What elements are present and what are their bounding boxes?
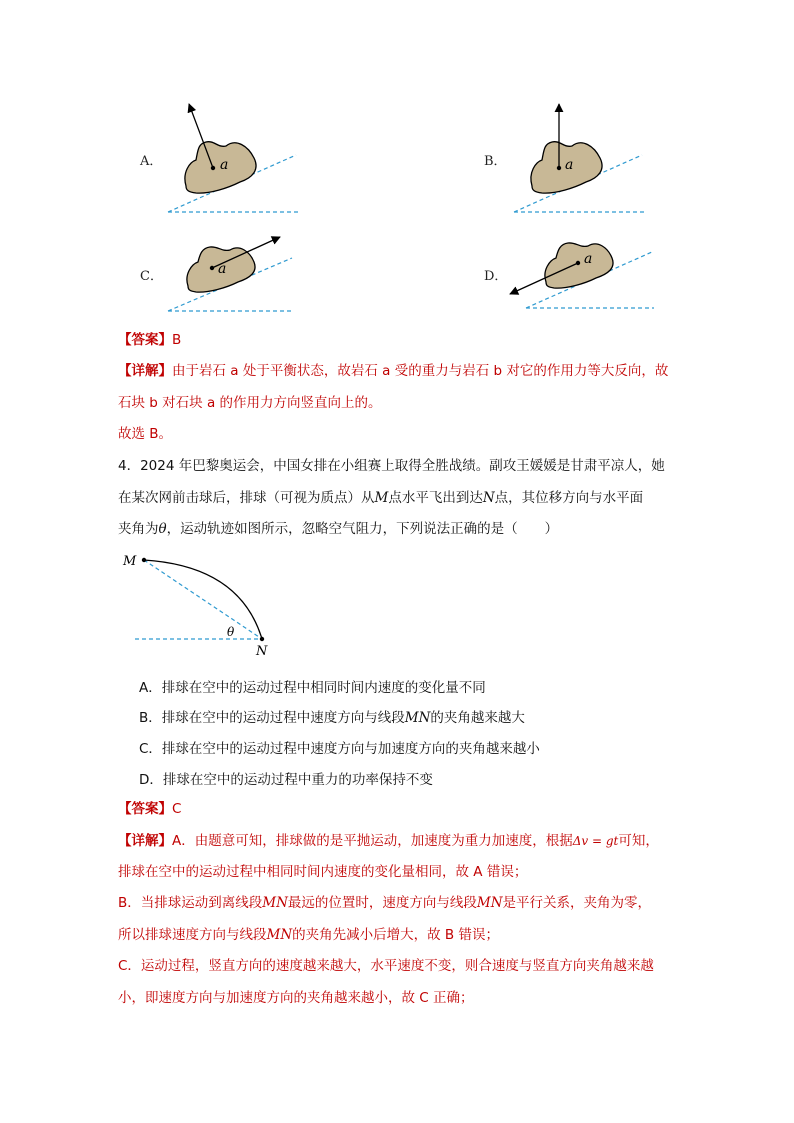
q3-detail-line-2: 石块 b 对石块 a 的作用力方向竖直向上的。 <box>118 395 382 411</box>
q4-detail-b-line-2: 所以排球速度方向与线段MN的夹角先减小后增大，故 B 错误； <box>118 927 499 943</box>
q3-answer <box>118 330 181 350</box>
q4-choice-d: D．排球在空中的运动过程中重力的功率保持不变 <box>139 772 433 788</box>
rock-figures <box>0 0 794 330</box>
rock-shape <box>545 243 613 288</box>
option-a-label: A． <box>140 154 163 169</box>
figure-option-d <box>510 243 654 308</box>
option-c-label: C． <box>140 269 163 284</box>
q3-detail-line-1: 【详解】由于岩石 a 处于平衡状态，故岩石 a 受的重力与岩石 b 对它的作用力等大反向，故 <box>118 363 669 379</box>
q4-stem-line-2: 在某次网前击球后，排球（可视为质点）从M点水平飞出到达N点，其位移方向与水平面 <box>118 490 644 506</box>
answer-value: C <box>172 801 182 817</box>
detail-tag: 【详解】 <box>118 363 172 379</box>
point-a-label: a <box>220 157 229 173</box>
formula: Δv = gt <box>572 834 619 848</box>
q4-stem-line-1: 4．2024 年巴黎奥运会，中国女排在小组赛上取得全胜战绩。副攻王媛媛是甘肃平凉人，她 <box>118 458 665 474</box>
answer-tag: 【答案】 <box>118 332 172 348</box>
point-a-label: a <box>565 157 574 173</box>
q4-detail-a-line-1: 【详解】A．由题意可知，排球做的是平抛运动，加速度为重力加速度，根据Δv = gt可知， <box>118 833 659 849</box>
label-theta: θ <box>227 625 235 639</box>
answer-value: B <box>172 332 182 348</box>
point-n <box>260 637 264 641</box>
q4-detail-b-line-1: B．当排球运动到离线段MN最远的位置时，速度方向与线段MN是平行关系，夹角为零， <box>118 895 652 911</box>
label-m: M <box>123 554 137 569</box>
option-b-label: B． <box>484 154 507 169</box>
figure-option-b <box>514 104 644 212</box>
q4-answer <box>118 799 181 819</box>
point-a-label: a <box>218 261 227 277</box>
q4-stem-line-3: 夹角为θ，运动轨迹如图所示，忽略空气阻力，下列说法正确的是（ ） <box>118 521 559 537</box>
q4-choice-a: A．排球在空中的运动过程中相同时间内速度的变化量不同 <box>139 680 486 696</box>
q4-detail-a-line-2: 排球在空中的运动过程中相同时间内速度的变化量相同，故 A 错误； <box>118 864 528 880</box>
point-m <box>142 558 146 562</box>
option-d-label: D． <box>484 269 508 284</box>
label-n: N <box>256 644 268 659</box>
detail-tag: 【详解】 <box>118 833 172 849</box>
point-a-label: a <box>584 251 593 267</box>
q4-choice-c: C．排球在空中的运动过程中速度方向与加速度方向的夹角越来越小 <box>139 741 540 757</box>
q3-conclusion: 故选 B。 <box>118 426 173 442</box>
answer-tag: 【答案】 <box>118 801 172 817</box>
figure-option-c <box>168 237 294 311</box>
q4-detail-c-line-1: C．运动过程，竖直方向的速度越来越大，水平速度不变，则合速度与竖直方向夹角越来越 <box>118 958 654 974</box>
q4-choice-b: B．排球在空中的运动过程中速度方向与线段MN的夹角越来越大 <box>139 710 525 726</box>
trajectory-figure <box>110 548 290 660</box>
q4-detail-c-line-2: 小，即速度方向与加速度方向的夹角越来越小，故 C 正确； <box>118 990 474 1006</box>
figure-option-a <box>168 104 298 212</box>
